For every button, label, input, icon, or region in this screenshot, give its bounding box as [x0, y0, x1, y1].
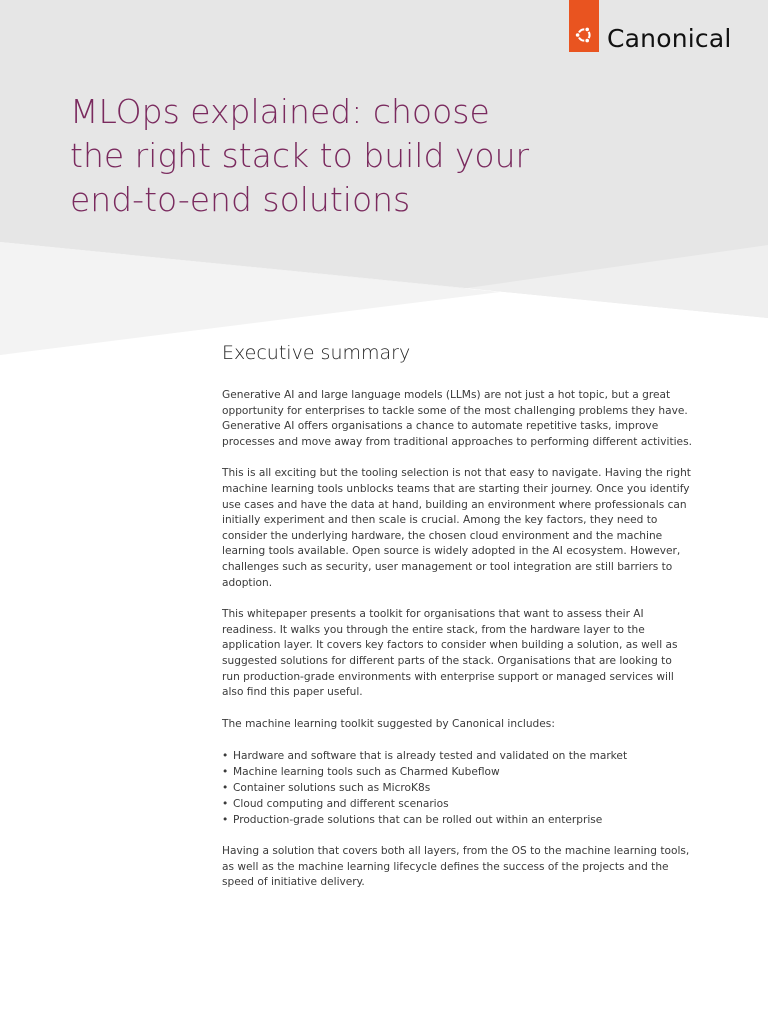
list-item-text: Cloud computing and different scenarios — [233, 798, 449, 811]
title-line: the right stack to build your — [70, 136, 530, 175]
bullet-dot: • — [222, 798, 229, 811]
document-title — [70, 90, 590, 222]
bullet-dot: • — [222, 782, 229, 795]
bullet-dot: • — [222, 766, 229, 779]
list-item-text: Container solutions such as MicroK8s — [233, 782, 431, 795]
list-item-text: Machine learning tools such as Charmed Kubeflow — [233, 766, 500, 779]
list-intro-paragraph: The machine learning toolkit suggested by Canonical includes: — [222, 717, 555, 730]
body-paragraph: Generative AI and large language models (LLMs) are not just a hot topic, but a great opportunity for enterprises to tackle some of the most challenging problems they have. Generative AI offers organisations a chance to automate repetitive tasks, improve processes and move away from traditional approaches to performing different activities. — [222, 389, 692, 448]
body-paragraph: This is all exciting but the tooling selection is not that easy to navigate. Having the right machine learning tools unblocks teams that are starting their journey. Once you identify use cases and have the data at hand, building an environment where professionals can initially experiment and then scale is crucial. Among the key factors, they need to consider the underlying hardware, the chosen cloud environment and the machine learning tools available. Open source is widely adopted in the AI ecosystem. However, challenges such as security, user management or tool integration are still barriers to adoption. — [222, 467, 691, 589]
section-heading: Executive summary — [222, 342, 411, 364]
list-item — [222, 764, 692, 780]
list-item — [222, 796, 692, 812]
list-item-text: Production-grade solutions that can be rolled out within an enterprise — [233, 814, 603, 827]
canonical-circle-of-friends-icon — [574, 25, 594, 45]
brand-name: Canonical — [607, 23, 732, 53]
toolkit-bullet-list — [222, 748, 692, 828]
closing-paragraph: Having a solution that covers both all layers, from the OS to the machine learning tools, as well as the machine learning lifecycle defines the success of the projects and the speed of initiative delivery. — [222, 845, 690, 889]
list-item — [222, 780, 692, 796]
body-paragraph: This whitepaper presents a toolkit for organisations that want to assess their AI readiness. It walks you through the entire stack, from the hardware layer to the application layer. It covers key factors to consider when building a solution, as well as suggested solutions for different parts of the stack. Organisations that are looking to run production-grade environments with enterprise support or managed services will also find this paper useful. — [222, 608, 678, 699]
list-item — [222, 748, 692, 764]
list-item-text: Hardware and software that is already tested and validated on the market — [233, 750, 628, 763]
title-line: MLOps explained: choose — [70, 92, 490, 131]
list-item — [222, 812, 692, 828]
logo-tag — [569, 0, 599, 52]
main-content — [222, 340, 692, 907]
bullet-dot: • — [222, 814, 229, 827]
bullet-dot: • — [222, 750, 229, 763]
title-line: end-to-end solutions — [70, 180, 411, 219]
canonical-logo — [569, 0, 732, 52]
